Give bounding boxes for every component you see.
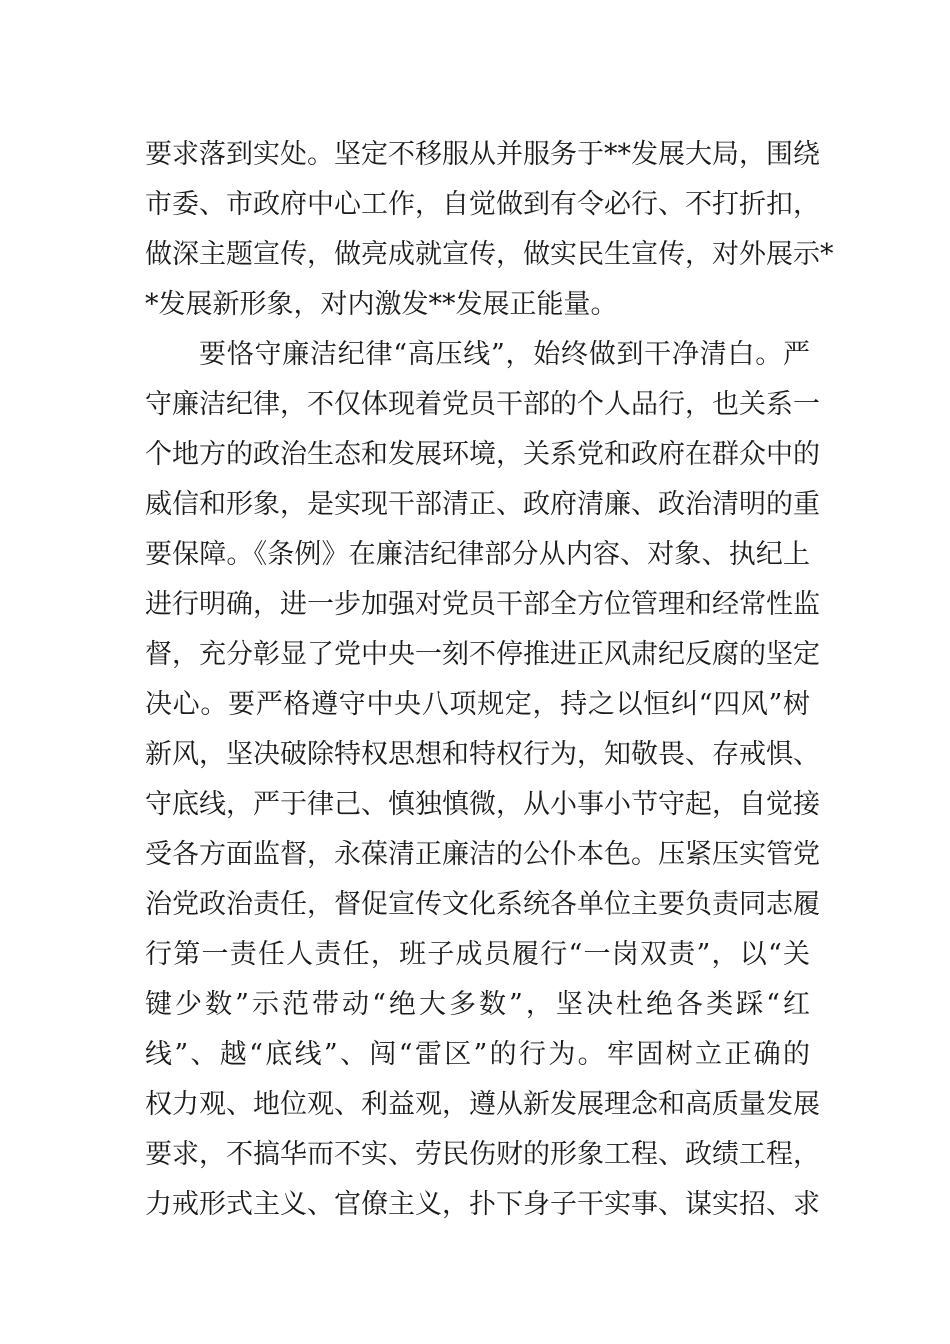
- text-line: 要求，不搞华而不实、劳民伤财的形象工程、政绩工程，: [145, 1139, 820, 1170]
- paragraph-1: [145, 130, 834, 330]
- text-line: 受各方面监督，永葆清正廉洁的公仆本色。压紧压实管党: [145, 839, 820, 870]
- text-line: 要恪守廉洁纪律“高压线”，始终做到干净清白。严: [199, 339, 810, 370]
- text-line: 新风，坚决破除特权思想和特权行为，知敬畏、存戒惧、: [145, 739, 820, 770]
- text-line: *发展新形象，对内激发**发展正能量。: [145, 289, 618, 320]
- text-line: 市委、市政府中心工作，自觉做到有令必行、不打折扣，: [145, 189, 820, 220]
- text-line: 要保障。《条例》在廉洁纪律部分从内容、对象、执纪上: [145, 539, 810, 570]
- body-text: [145, 130, 834, 1230]
- text-line: 行第一责任人责任，班子成员履行“一岗双责”，以“关: [145, 939, 810, 970]
- text-line: 守廉洁纪律，不仅体现着党员干部的个人品行，也关系一: [145, 389, 820, 420]
- text-line: 守底线，严于律己、慎独慎微，从小事小节守起，自觉接: [145, 789, 820, 820]
- text-line: 要求落到实处。坚定不移服从并服务于**发展大局，围绕: [145, 139, 820, 170]
- text-line: 力戒形式主义、官僚主义，扑下身子干实事、谋实招、求: [145, 1189, 820, 1220]
- text-line: 督，充分彰显了党中央一刻不停推进正风肃纪反腐的坚定: [145, 639, 820, 670]
- text-line: 进行明确，进一步加强对党员干部全方位管理和经常性监: [145, 589, 820, 620]
- paragraph-2: [145, 330, 820, 1230]
- text-line: 个地方的政治生态和发展环境，关系党和政府在群众中的: [145, 439, 820, 470]
- text-line: 做深主题宣传，做亮成就宣传，做实民生宣传，对外展示*: [145, 239, 834, 270]
- text-line: 权力观、地位观、利益观，遵从新发展理念和高质量发展: [145, 1089, 820, 1120]
- text-line: 线”、越“底线”、闯“雷区”的行为。牢固树立正确的: [145, 1039, 810, 1070]
- text-line: 治党政治责任，督促宣传文化系统各单位主要负责同志履: [145, 889, 820, 920]
- text-line: 威信和形象，是实现干部清正、政府清廉、政治清明的重: [145, 489, 820, 520]
- text-line: 决心。要严格遵守中央八项规定，持之以恒纠“四风”树: [145, 689, 810, 720]
- text-line: 键少数”示范带动“绝大多数”，坚决杜绝各类踩“红: [145, 989, 810, 1020]
